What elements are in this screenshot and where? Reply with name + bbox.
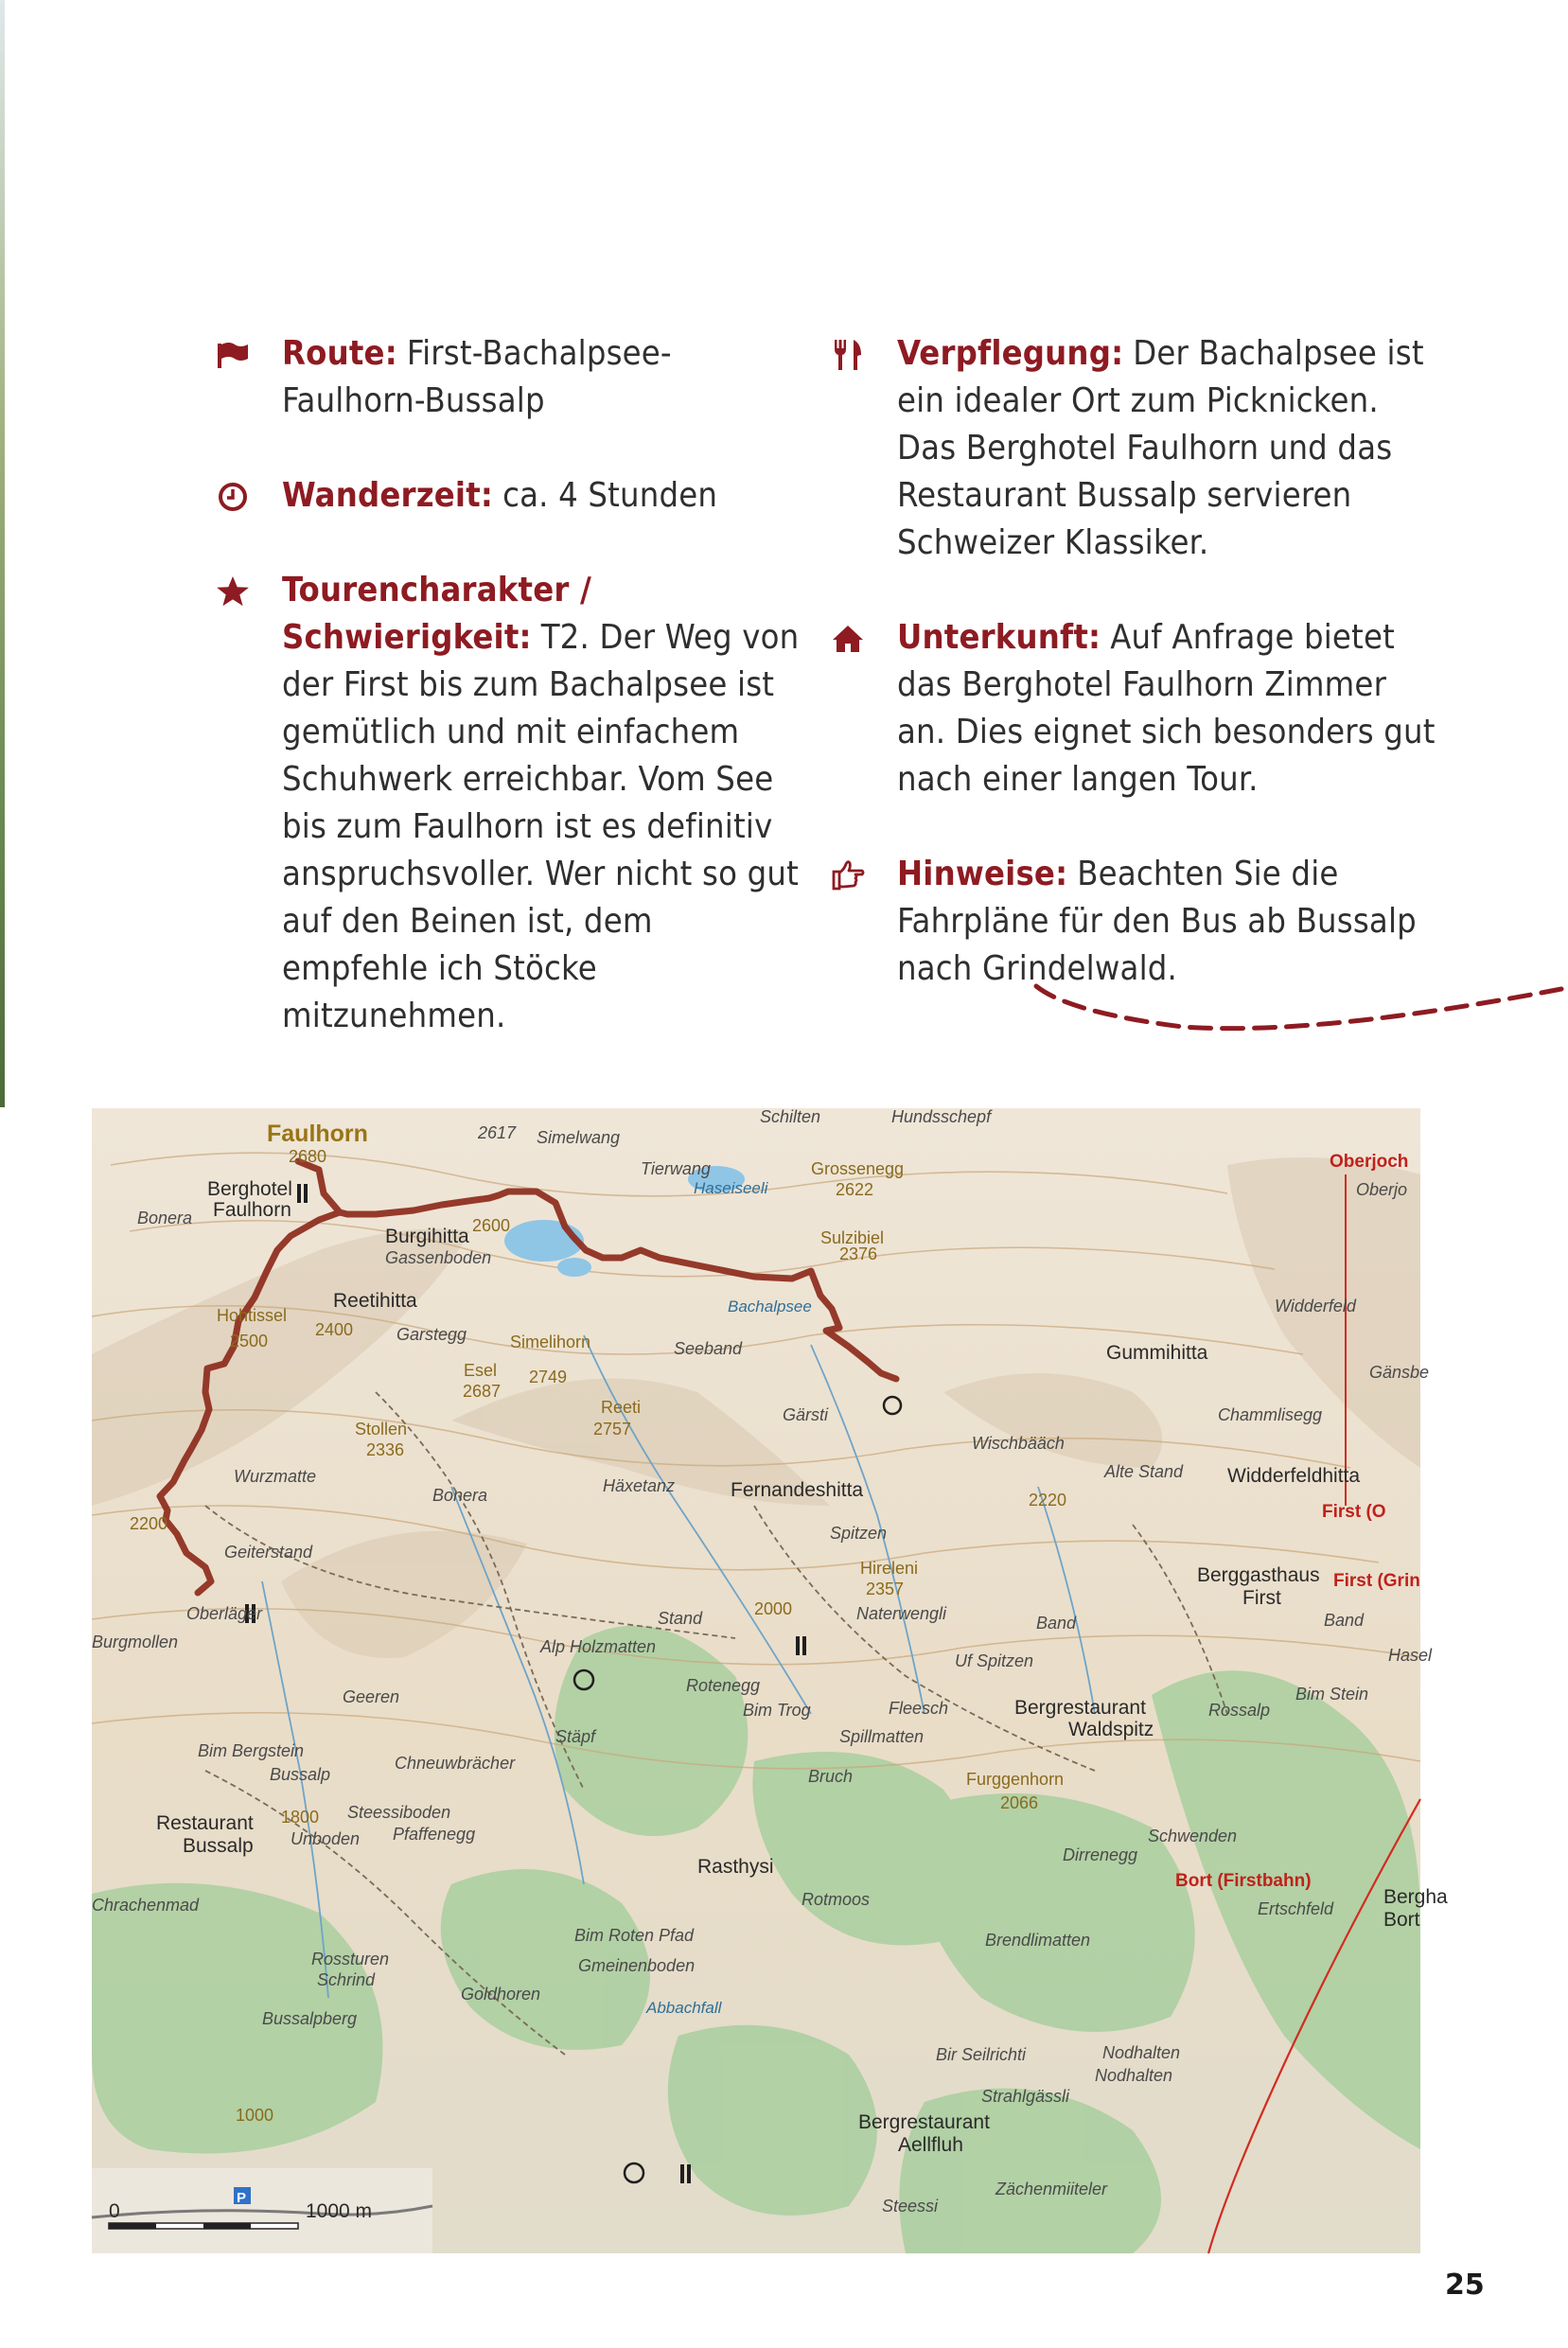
info-column-right [831,330,1436,993]
label-gassenhorn: 2617 [478,1123,517,1142]
label-pfaffenegg: Pfaffenegg [393,1825,476,1844]
label-hohtissel-alt: 2500 [230,1332,269,1351]
label-waldspitz: Waldspitz [1068,1719,1154,1740]
label-wischbaach: Wischbääch [972,1434,1065,1453]
label-bim-roten-pfad: Bim Roten Pfad [574,1926,695,1945]
label-oberlager: Oberläger [186,1604,263,1623]
label-abbachfall: Abbachfall [646,1999,722,2017]
label-goldhoren: Goldhoren [461,1985,541,2004]
notes-label: Hinweise: [897,855,1068,893]
label-gansb: Gänsbe [1369,1363,1430,1382]
notes-info [831,851,1436,993]
label-stand: Stand [658,1609,703,1628]
difficulty-info [216,567,802,1040]
label-faulhorn: Faulhorn [267,1121,368,1147]
label-band2: Band [1324,1611,1365,1630]
label-steessiboden: Steessiboden [347,1803,451,1822]
bachalpsee-lake [504,1220,584,1262]
difficulty-text: T2. Der Weg von der First bis zum Bachalpsee ist gemütlich und mit einfachem Schuhwerk erreichbar. Vom See bis zum Faulhorn ist es definitiv anspruchsvoller. Wer nicht so gut auf den Beinen ist, dem empfehle ich Stöcke mitzunehmen. [282,618,800,1035]
label-bachalpsee: Bachalpsee [728,1298,812,1315]
label-faulhorn-alt: 2680 [289,1147,327,1166]
label-bergrestaurant-a: Bergrestaurant [858,2111,990,2133]
lodging-info [831,614,1436,803]
label-hohtissel: Hohtissel [217,1306,288,1325]
label-aellfluh: Aellfluh [898,2134,963,2156]
parking-label: P [237,2190,247,2206]
label-furggenhorn-alt: 2066 [1000,1793,1039,1812]
label-berggasthaus-first: First [1242,1587,1281,1609]
label-rotmoos: Rotmoos [802,1890,871,1909]
label-wurzmatte: Wurzmatte [234,1467,317,1486]
label-restaurant: Restaurant [156,1812,254,1834]
label-unboden: Unboden [291,1829,361,1848]
label-chrachenmad: Chrachenmad [92,1896,200,1915]
bachalpsee-lake-lower [557,1258,591,1277]
food-info [831,330,1436,567]
label-stapf: Stäpf [555,1727,596,1746]
label-fleesch: Fleesch [889,1699,949,1718]
label-furggenhorn: Furggenhorn [966,1770,1065,1789]
label-schilten: Schilten [760,1107,821,1126]
label-seeband: Seeband [674,1339,743,1358]
label-gassenboden: Gassenboden [385,1248,492,1267]
label-bim-trog: Bim Trog [743,1701,811,1720]
label-oberjo: Oberjo [1356,1180,1408,1199]
label-berghotel: Berghotel [207,1178,292,1200]
label-stollen: Stollen [355,1420,408,1439]
label-simelihorn-alt: 2749 [529,1368,568,1386]
label-bruch: Bruch [808,1767,854,1786]
label-grossenegg-alt: 2622 [836,1180,874,1199]
label-zachenmiter: Zächenmiiteler [995,2180,1108,2198]
lodging-label: Unterkunft: [897,618,1101,657]
contour-2400: 2400 [315,1320,354,1339]
route-label: Route: [282,334,397,373]
food-text: Der Bachalpsee ist ein idealer Ort zum Picknicken. Das Berghotel Faulhorn und das Restaurant Bussalp servieren Schweizer Klassiker. [897,334,1424,562]
difficulty-label: Tourencharakter / Schwierigkeit: [282,571,592,657]
pointing-hand-icon [831,858,865,892]
label-spillmatten: Spillmatten [839,1727,925,1746]
label-spitzen: Spitzen [830,1524,888,1543]
label-gmeinenboden: Gmeinenboden [578,1956,696,1975]
label-nodhalten: Nodhalten [1102,2043,1181,2062]
label-rossalp: Rossalp [1208,1701,1271,1720]
flag-icon [216,338,250,372]
time-text: ca. 4 Stunden [502,476,718,515]
label-sulzibiel-alt: 2376 [839,1245,878,1263]
label-first-g: First (Grin [1333,1571,1420,1591]
label-bonera: Bonera [432,1486,488,1505]
contour-2600: 2600 [472,1216,511,1235]
contour-2220: 2220 [1029,1491,1067,1509]
label-naterwengli: Naterwengli [856,1604,947,1623]
label-geiterstand: Geiterstand [224,1543,313,1562]
label-simelwang: Simelwang [537,1128,621,1147]
label-burgmollen: Burgmollen [92,1633,179,1651]
food-label: Verpflegung: [897,334,1124,373]
lodging-text: Auf Anfrage bietet das Berghotel Faulhorn Zimmer an. Dies eignet sich besonders gut nach einer langen Tour. [897,618,1436,799]
house-icon [831,622,865,656]
label-first-o: First (O [1322,1502,1386,1522]
route-map[interactable] [92,1107,1448,2253]
label-chneuwbracher: Chneuwbrächer [395,1754,516,1773]
label-burgihitta: Burgihitta [385,1226,469,1247]
label-hireleni: Hireleni [860,1559,919,1578]
route-text: First-Bachalpsee-Faulhorn-Bussalp [282,334,672,420]
label-restaurant-bussalp: Bussalp [183,1835,254,1857]
label-widderfeld: Widderfeld [1275,1297,1356,1315]
scale-zero: 0 [109,2200,120,2222]
label-rotenegg: Rotenegg [686,1676,761,1695]
label-chammlisegg: Chammlisegg [1218,1405,1323,1424]
label-schrind: Schrind [317,1970,376,1989]
label-hundsschepf: Hundsschepf [891,1107,992,1126]
page-number: 25 [1445,2269,1485,2302]
label-garsti: Gärsti [783,1405,829,1424]
label-bort-firstbahn: Bort (Firstbahn) [1175,1871,1312,1891]
label-rasthysi: Rasthysi [697,1856,774,1878]
label-tierwang: Tierwang [641,1159,711,1178]
label-geeren: Geeren [343,1687,400,1706]
label-ertschfeld: Ertschfeld [1258,1899,1334,1918]
label-gummihitta: Gummihitta [1106,1342,1208,1364]
label-alp-holzmatten: Alp Holzmatten [540,1637,657,1656]
label-bort: Bort [1383,1909,1420,1931]
notes-text: Beachten Sie die Fahrpläne für den Bus ab Bussalp nach Grindelwald. [897,855,1417,988]
label-bussalpberg: Bussalpberg [262,2009,358,2028]
label-steessi: Steessi [882,2197,939,2216]
label-bergrestaurant-w: Bergrestaurant [1014,1697,1146,1719]
label-esel-alt: 2687 [463,1382,502,1401]
label-uf-spitzen: Uf Spitzen [955,1651,1034,1670]
label-bir-seilrichti: Bir Seilrichti [936,2045,1027,2064]
contour-1000: 1000 [236,2106,274,2125]
label-bim-stein: Bim Stein [1295,1685,1369,1704]
label-nodhalten2: Nodhalten [1095,2066,1173,2085]
route-info [216,330,802,425]
label-garstegg: Garstegg [396,1325,467,1344]
time-label: Wanderzeit: [282,476,494,515]
label-oberjoch: Oberjoch [1330,1152,1409,1172]
label-schwenden: Schwenden [1148,1827,1238,1845]
label-alte-stand: Alte Stand [1104,1462,1184,1481]
label-simelihorn: Simelihorn [510,1333,591,1351]
topographic-map [92,1107,1448,2253]
label-rossturen: Rossturen [311,1950,390,1968]
label-reetihitta: Reetihitta [333,1290,417,1312]
label-haseiseeli: Haseiseeli [694,1179,768,1197]
contour-2000: 2000 [754,1599,793,1618]
label-reeti-alt: 2757 [593,1420,632,1439]
adjacent-photo-edge [0,0,5,1107]
contour-1800: 1800 [281,1808,320,1827]
time-info [216,472,802,520]
label-hasel: Hasel [1388,1646,1433,1665]
label-sulzibiel: Sulzibiel [820,1228,885,1247]
label-berghaus: Bergha [1383,1886,1448,1908]
label-bussalp: Bussalp [270,1765,331,1784]
label-band: Band [1036,1614,1077,1633]
label-strahlgassli: Strahlgässli [981,2087,1070,2106]
contour-2200: 2200 [130,1514,168,1533]
label-widderfeldhitta: Widderfeldhitta [1227,1465,1361,1487]
label-fernandeshitta: Fernandeshitta [731,1479,864,1501]
dashed-route-decoration [1031,975,1568,1041]
scale-km: 1000 m [306,2200,373,2222]
label-hireleni-alt: 2357 [866,1580,905,1598]
fork-knife-icon [831,338,865,372]
label-berghotel-faulhorn: Faulhorn [213,1199,291,1221]
label-hagetanz: Häxetanz [603,1476,676,1495]
label-berggasthaus: Berggasthaus [1197,1564,1320,1586]
scale-bar [109,2223,298,2229]
label-reeti: Reeti [601,1398,642,1417]
label-esel: Esel [464,1361,498,1380]
label-dirrenegg: Dirrenegg [1063,1845,1138,1864]
clock-icon [216,480,250,514]
star-icon [216,574,250,609]
label-brendlimatten: Brendlimatten [985,1931,1091,1950]
label-grossenegg: Grossenegg [811,1159,905,1178]
label-bonera-top: Bonera [137,1209,193,1227]
info-column-left [216,330,802,1040]
label-stollen-alt: 2336 [366,1440,405,1459]
label-bim-bergstein: Bim Bergstein [198,1741,305,1760]
